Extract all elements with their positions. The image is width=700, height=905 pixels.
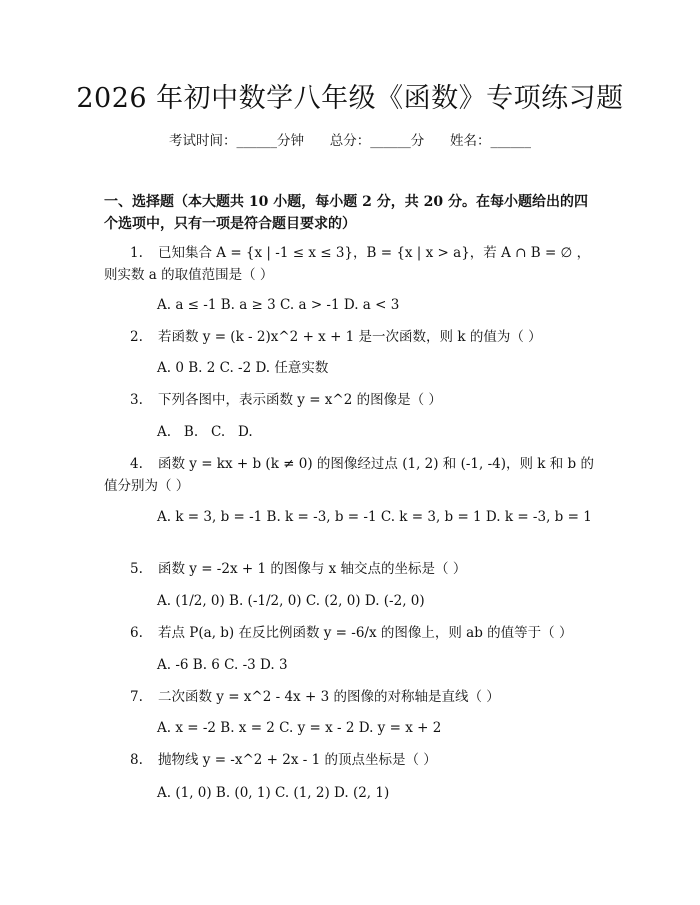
section-header: 一、选择题（本大题共 10 小题，每小题 2 分，共 20 分。在每小题给出的四个选项中，只有一项是符合题目要求的） <box>104 194 588 232</box>
question-1 <box>104 242 598 286</box>
question-6-options: A. -6 B. 6 C. -3 D. 3 <box>157 657 288 673</box>
question-number: 5. <box>130 561 143 577</box>
question-stem: 若函数 y = (k - 2)x^2 + x + 1 是一次函数，则 k 的值为（ ） <box>158 329 542 345</box>
question-stem: 函数 y = kx + b (k ≠ 0) 的图像经过点 (1, 2) 和 (-1, -4)，则 k 和 b 的值分别为（ ） <box>104 456 594 494</box>
question-4 <box>104 453 598 497</box>
question-4-options: A. k = 3, b = -1 B. k = -3, b = -1 C. k = 3, b = 1 D. k = -3, b = 1 <box>157 509 592 525</box>
question-number: 3. <box>130 392 143 408</box>
question-2-options: A. 0 B. 2 C. -2 D. 任意实数 <box>157 360 329 376</box>
question-number: 2. <box>130 329 143 345</box>
question-number: 7. <box>130 689 143 705</box>
question-8-options: A. (1, 0) B. (0, 1) C. (1, 2) D. (2, 1) <box>157 785 390 801</box>
question-7 <box>104 686 598 708</box>
question-5 <box>104 558 598 580</box>
question-6 <box>104 622 598 644</box>
question-2 <box>104 326 598 348</box>
question-5-options: A. (1/2, 0) B. (-1/2, 0) C. (2, 0) D. (-2, 0) <box>157 593 425 609</box>
question-stem: 函数 y = -2x + 1 的图像与 x 轴交点的坐标是（ ） <box>158 561 467 577</box>
question-stem: 已知集合 A = {x | -1 ≤ x ≤ 3}，B = {x | x > a}，若 A ∩ B = ∅ ，则实数 a 的取值范围是（ ） <box>104 245 591 283</box>
question-number: 6. <box>130 625 143 641</box>
exam-info-line: 考试时间：______分钟 总分：______分 姓名：______ <box>169 133 531 149</box>
question-3 <box>104 389 598 411</box>
question-number: 8. <box>130 752 143 768</box>
question-number: 4. <box>130 456 143 472</box>
question-stem: 若点 P(a, b) 在反比例函数 y = -6/x 的图像上，则 ab 的值等于（ ） <box>158 625 573 641</box>
question-stem: 抛物线 y = -x^2 + 2x - 1 的顶点坐标是（ ） <box>158 752 437 768</box>
question-number: 1. <box>130 245 143 261</box>
question-7-options: A. x = -2 B. x = 2 C. y = x - 2 D. y = x + 2 <box>157 720 442 736</box>
page-title: 2026 年初中数学八年级《函数》专项练习题 <box>76 83 624 114</box>
question-1-options: A. a ≤ -1 B. a ≥ 3 C. a > -1 D. a < 3 <box>157 297 400 313</box>
question-3-options: A. B. C. D. <box>157 424 253 440</box>
question-stem: 二次函数 y = x^2 - 4x + 3 的图像的对称轴是直线（ ） <box>158 689 500 705</box>
question-stem: 下列各图中，表示函数 y = x^2 的图像是（ ） <box>158 392 442 408</box>
question-8 <box>104 749 598 771</box>
